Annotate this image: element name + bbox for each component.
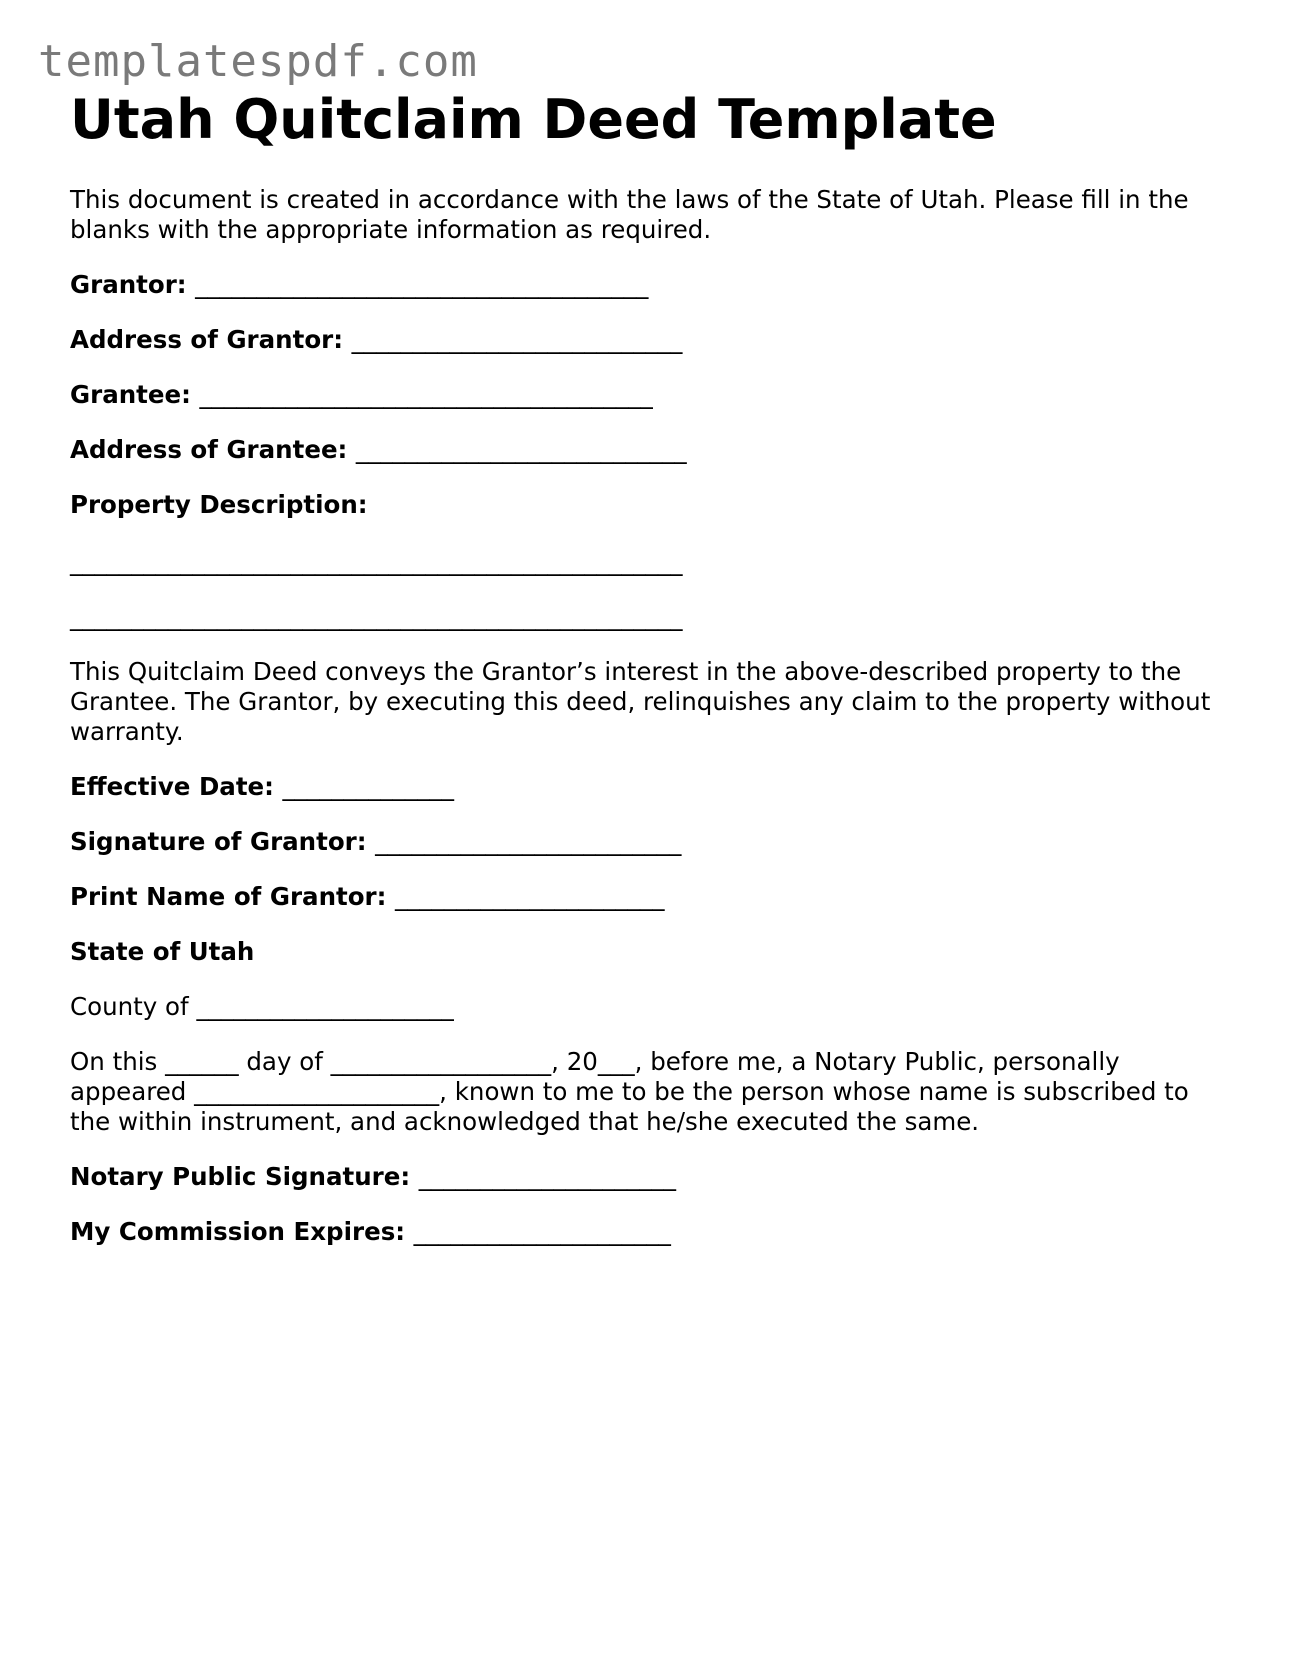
effective-date-field <box>70 772 1230 802</box>
property-description-line-1[interactable]: __________________________________________________ <box>70 547 683 576</box>
grantee-address-blank[interactable]: ___________________________ <box>355 435 687 464</box>
notary-signature-field <box>70 1162 1230 1192</box>
commission-expires-label: My Commission Expires: <box>70 1217 406 1246</box>
grantor-signature-field <box>70 827 1230 857</box>
grantor-signature-label: Signature of Grantor: <box>70 827 367 856</box>
grantor-address-label: Address of Grantor: <box>70 325 344 354</box>
print-name-label: Print Name of Grantor: <box>70 882 387 911</box>
property-description-label: Property Description: <box>70 490 368 519</box>
county-label: County of <box>70 992 189 1021</box>
notary-signature-blank[interactable]: _____________________ <box>418 1162 676 1191</box>
print-name-field <box>70 882 1230 912</box>
watermark: templatespdf.com <box>38 36 478 87</box>
grantee-address-field <box>70 435 1230 465</box>
commission-expires-field <box>70 1217 1230 1247</box>
page-title: Utah Quitclaim Deed Template <box>70 88 997 151</box>
state-label: State of Utah <box>70 937 255 966</box>
intro-paragraph: This document is created in accordance with the laws of the State of Utah. Please fill in the blanks with the appropriate information as required. <box>70 185 1189 244</box>
grantee-field <box>70 380 1230 410</box>
commission-expires-blank[interactable]: _____________________ <box>413 1217 671 1246</box>
county-field <box>70 992 1230 1022</box>
grantor-label: Grantor: <box>70 270 187 299</box>
effective-date-blank[interactable]: ______________ <box>282 772 454 801</box>
grantor-field <box>70 270 1230 300</box>
grantor-blank[interactable]: _____________________________________ <box>195 270 649 299</box>
grantor-signature-blank[interactable]: _________________________ <box>375 827 682 856</box>
conveyance-paragraph: This Quitclaim Deed conveys the Grantor’s interest in the above-described property to the Grantee. The Grantor, by executing this deed, relinquishes any claim to the property without warranty. <box>70 657 1211 746</box>
grantee-label: Grantee: <box>70 380 191 409</box>
notary-signature-label: Notary Public Signature: <box>70 1162 411 1191</box>
document-body <box>70 185 1230 1272</box>
grantee-address-label: Address of Grantee: <box>70 435 348 464</box>
grantor-address-field <box>70 325 1230 355</box>
county-blank[interactable]: _____________________ <box>196 992 454 1021</box>
effective-date-label: Effective Date: <box>70 772 274 801</box>
grantor-address-blank[interactable]: ___________________________ <box>351 325 683 354</box>
print-name-blank[interactable]: ______________________ <box>394 882 665 911</box>
notary-acknowledgment-paragraph: On this ______ day of __________________, 20___, before me, a Notary Public, personally appeared ____________________, known to me to be the person whose name is subscribed to the within instrument, and acknowledged that he/she executed the same. <box>70 1047 1189 1136</box>
property-description-line-2[interactable]: __________________________________________________ <box>70 602 683 631</box>
grantee-blank[interactable]: _____________________________________ <box>199 380 653 409</box>
